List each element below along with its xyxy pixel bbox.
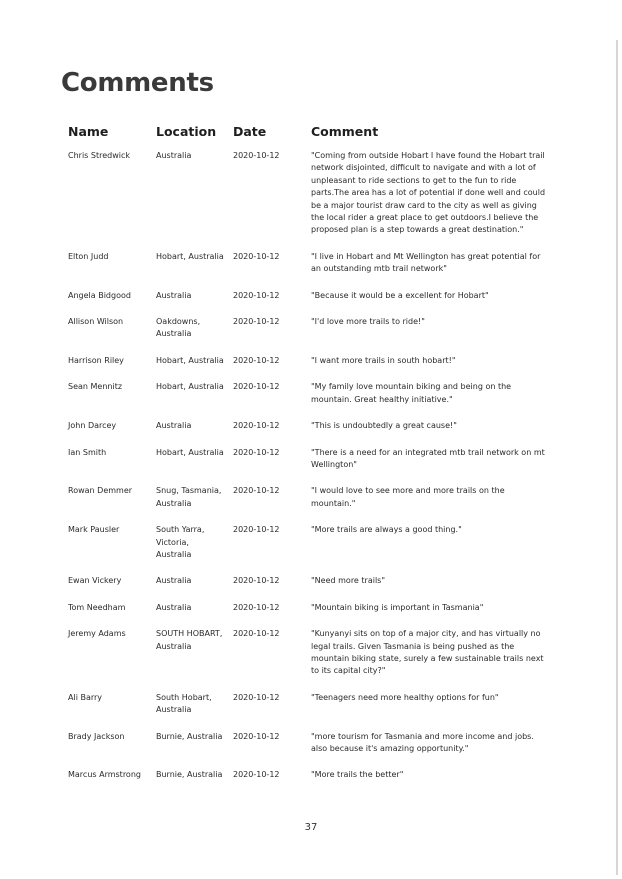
cell-name: Sean Mennitz <box>68 382 123 392</box>
table-row <box>64 446 554 485</box>
cell-name: Angela Bidgood <box>68 290 131 300</box>
cell-name: Tom Needham <box>68 602 126 612</box>
cell-date: 2020-10-12 <box>233 151 280 160</box>
cell-name: Allison Wilson <box>68 317 124 327</box>
table-row <box>64 354 554 380</box>
cell-name: Mark Pausler <box>68 525 120 535</box>
cell-comment: "My family love mountain biking and being on the mountain. Great healthy initiative." <box>311 382 512 404</box>
cell-date: 2020-10-12 <box>233 525 280 535</box>
table-row <box>64 768 554 794</box>
cell-name: Ewan Vickery <box>68 576 122 586</box>
column-header-name: Name <box>68 124 109 139</box>
cell-location: SOUTH HOBART, Australia <box>156 629 223 651</box>
page-number: 37 <box>304 822 318 833</box>
table-row <box>64 315 554 354</box>
cell-comment: "Teenagers need more healthy options for fun" <box>311 692 499 702</box>
cell-name: Brady Jackson <box>68 731 125 741</box>
cell-date: 2020-10-12 <box>233 355 280 365</box>
cell-date: 2020-10-12 <box>233 629 280 639</box>
cell-name: John Darcey <box>68 421 117 431</box>
cell-comment: "Mountain biking is important in Tasmania" <box>311 602 484 612</box>
cell-comment: "Need more trails" <box>311 576 386 586</box>
cell-comment: "This is undoubtedly a great cause!" <box>311 421 457 431</box>
cell-name: Rowan Demmer <box>68 486 133 496</box>
table-header-row <box>64 124 554 149</box>
table-row <box>64 574 554 600</box>
table-row <box>64 419 554 445</box>
column-header-location: Location <box>156 124 217 139</box>
cell-comment: "more tourism for Tasmania and more income and jobs. also because it's amazing opportunity." <box>311 731 534 753</box>
table-row <box>64 627 554 691</box>
cell-date: 2020-10-12 <box>233 382 280 392</box>
cell-location: Australia <box>156 602 192 612</box>
cell-date: 2020-10-12 <box>233 447 280 457</box>
cell-comment: "Kunyanyi sits on top of a major city, and has virtually no legal trails. Given Tasmania is being pushed as the mountain biking state, surely a few sustainable trails next to its capital city?" <box>311 629 544 676</box>
cell-name: Harrison Riley <box>68 355 124 365</box>
cell-location: Snug, Tasmania, Australia <box>156 486 222 508</box>
comments-table <box>64 124 554 795</box>
table-row <box>64 289 554 315</box>
cell-date: 2020-10-12 <box>233 692 280 702</box>
cell-comment: "I want more trails in south hobart!" <box>311 355 456 365</box>
cell-date: 2020-10-12 <box>233 421 280 431</box>
cell-comment: "I would love to see more and more trails on the mountain." <box>311 486 505 508</box>
table-row <box>64 149 554 250</box>
cell-comment: "Because it would be a excellent for Hobart" <box>311 290 489 300</box>
cell-location: Hobart, Australia <box>156 382 224 392</box>
page-title: Comments <box>61 68 214 98</box>
cell-location: Hobart, Australia <box>156 355 224 365</box>
cell-date: 2020-10-12 <box>233 602 280 612</box>
column-header-date: Date <box>233 124 267 139</box>
cell-date: 2020-10-12 <box>233 251 280 261</box>
cell-comment: "I live in Hobart and Mt Wellington has great potential for an outstanding mtb trail network" <box>311 251 541 274</box>
cell-comment: "There is a need for an integrated mtb trail network on mt Wellington" <box>311 447 545 469</box>
table-row <box>64 601 554 627</box>
cell-location: Australia <box>156 151 192 160</box>
cell-comment: "I'd love more trails to ride!" <box>311 317 425 327</box>
cell-date: 2020-10-12 <box>233 770 280 780</box>
table-row <box>64 523 554 574</box>
cell-comment: "Coming from outside Hobart I have found the Hobart trail network disjointed, difficult to navigate and with a lot of unpleasant to ride sections to get to the fun to ride parts.The area has a lot of potential if done well and could be a major tourist draw card to the city as well as giving the local rider a great place to get outdoors.I believe the proposed plan is a step towards a great destination." <box>311 151 546 235</box>
cell-name: Elton Judd <box>68 251 109 261</box>
cell-name: Marcus Armstrong <box>68 770 141 780</box>
cell-location: Burnie, Australia <box>156 770 223 780</box>
column-header-comment: Comment <box>311 124 379 139</box>
cell-name: Jeremy Adams <box>68 629 126 639</box>
cell-location: Hobart, Australia <box>156 251 224 261</box>
cell-location: Oakdowns, Australia <box>156 317 201 339</box>
table-row <box>64 250 554 289</box>
cell-location: South Yarra, Victoria, Australia <box>156 525 205 559</box>
cell-location: Hobart, Australia <box>156 447 224 457</box>
table-row <box>64 380 554 419</box>
cell-name: Ali Barry <box>68 692 103 702</box>
cell-comment: "More trails are always a good thing." <box>311 525 462 535</box>
page-edge <box>616 40 618 875</box>
cell-date: 2020-10-12 <box>233 486 280 496</box>
cell-location: South Hobart, Australia <box>156 692 212 715</box>
cell-location: Australia <box>156 421 192 431</box>
table-row <box>64 691 554 730</box>
cell-date: 2020-10-12 <box>233 576 280 586</box>
table-row <box>64 484 554 523</box>
cell-name: Ian Smith <box>68 447 107 457</box>
cell-location: Australia <box>156 290 192 300</box>
cell-location: Australia <box>156 576 192 586</box>
cell-date: 2020-10-12 <box>233 731 280 741</box>
cell-date: 2020-10-12 <box>233 290 280 300</box>
table-row <box>64 730 554 769</box>
cell-name: Chris Stredwick <box>68 151 131 160</box>
cell-date: 2020-10-12 <box>233 317 280 327</box>
cell-location: Burnie, Australia <box>156 731 223 741</box>
cell-comment: "More trails the better" <box>311 770 404 780</box>
